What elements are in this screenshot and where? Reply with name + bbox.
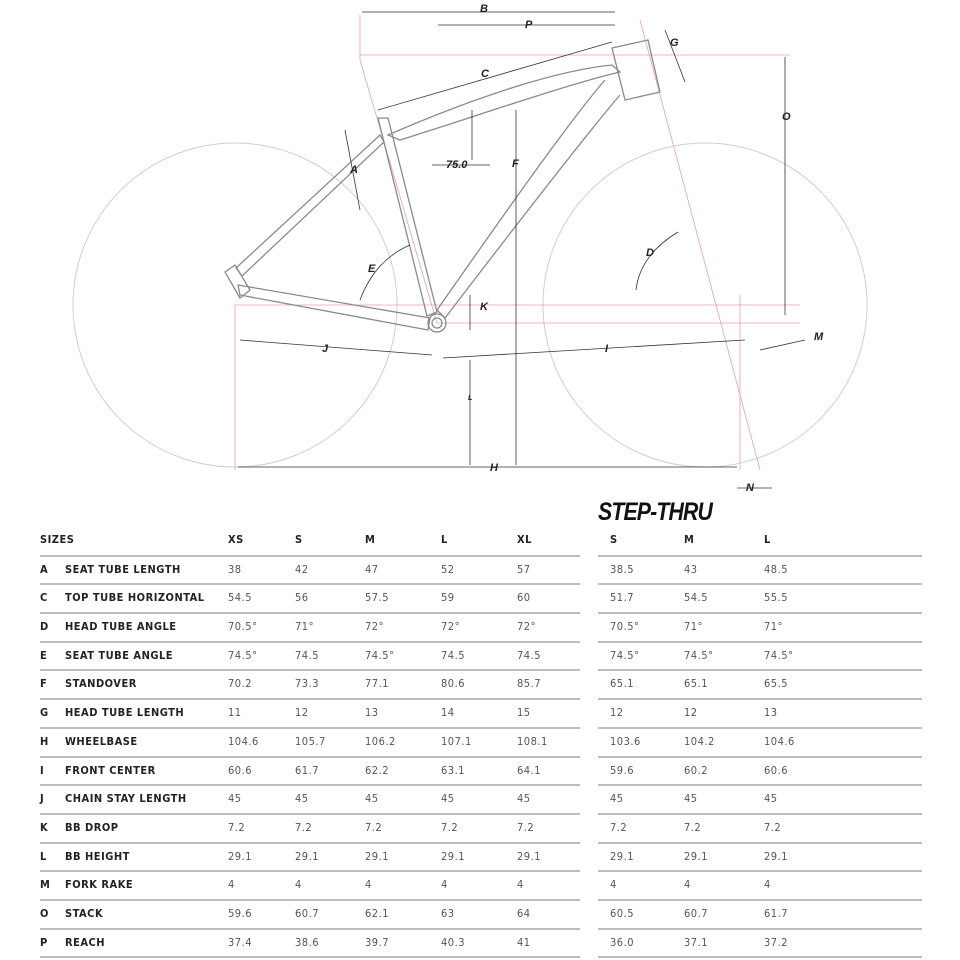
cell-value: 43 [684, 562, 698, 576]
cell-value: 55.5 [764, 591, 789, 605]
cell-value: 62.1 [365, 906, 390, 920]
cell-value: 15 [517, 706, 531, 720]
label-a: A [350, 164, 358, 176]
cell-value: 4 [228, 878, 235, 892]
table-row [40, 700, 580, 729]
cell-value: 4 [365, 878, 372, 892]
geometry-table-step-thru [598, 528, 922, 958]
cell-value: 29.1 [228, 849, 253, 863]
table-row [40, 786, 580, 815]
cell-value: 70.5° [610, 620, 640, 634]
cell-value: 59.6 [610, 763, 635, 777]
cell-value: 60.6 [228, 763, 253, 777]
cell-value: 72° [365, 620, 385, 634]
row-name: BB HEIGHT [65, 849, 130, 863]
row-name: STACK [65, 906, 104, 920]
label-j: J [322, 343, 329, 355]
table-header [598, 528, 922, 557]
size-header: S [610, 533, 618, 546]
geometry-table-main [40, 528, 580, 958]
cell-value: 41 [517, 935, 531, 949]
cell-value: 65.1 [684, 677, 709, 691]
cell-value: 106.2 [365, 734, 396, 748]
cell-value: 45 [365, 792, 379, 806]
cell-value: 107.1 [441, 734, 472, 748]
cell-value: 7.2 [228, 820, 246, 834]
cell-value: 103.6 [610, 734, 641, 748]
cell-value: 45 [684, 792, 698, 806]
table-row [598, 671, 922, 700]
cell-value: 70.5° [228, 620, 258, 634]
cell-value: 80.6 [441, 677, 466, 691]
cell-value: 29.1 [764, 849, 789, 863]
table-row [40, 614, 580, 643]
cell-value: 74.5° [764, 648, 794, 662]
label-l: L [468, 395, 473, 402]
row-name: SEAT TUBE LENGTH [65, 562, 181, 576]
cell-value: 63 [441, 906, 455, 920]
cell-value: 104.6 [228, 734, 259, 748]
row-name: HEAD TUBE ANGLE [65, 620, 177, 634]
row-name: SEAT TUBE ANGLE [65, 648, 174, 662]
cell-value: 61.7 [764, 906, 789, 920]
table-row [598, 585, 922, 614]
table-row [598, 700, 922, 729]
cell-value: 4 [295, 878, 302, 892]
label-e: E [368, 263, 376, 275]
cell-value: 71° [295, 620, 315, 634]
cell-value: 74.5 [441, 648, 466, 662]
table-row [40, 729, 580, 758]
row-letter: M [40, 878, 51, 892]
cell-value: 42 [295, 562, 309, 576]
cell-value: 7.2 [517, 820, 535, 834]
cell-value: 71° [764, 620, 784, 634]
cell-value: 45 [610, 792, 624, 806]
cell-value: 45 [228, 792, 242, 806]
label-i: I [605, 343, 609, 355]
cell-value: 74.5° [684, 648, 714, 662]
cell-value: 64 [517, 906, 531, 920]
cell-value: 56 [295, 591, 309, 605]
cell-value: 37.2 [764, 935, 789, 949]
cell-value: 29.1 [610, 849, 635, 863]
cell-value: 51.7 [610, 591, 635, 605]
cell-value: 7.2 [295, 820, 313, 834]
cell-value: 74.5° [365, 648, 395, 662]
cell-value: 77.1 [365, 677, 390, 691]
cell-value: 71° [684, 620, 704, 634]
cell-value: 60.2 [684, 763, 709, 777]
row-name: BB DROP [65, 820, 119, 834]
cell-value: 65.1 [610, 677, 635, 691]
sizes-header: SIZES [40, 533, 75, 546]
cell-value: 105.7 [295, 734, 326, 748]
cell-value: 72° [517, 620, 537, 634]
step-thru-title: STEP-THRU [598, 498, 712, 526]
cell-value: 13 [764, 706, 778, 720]
cell-value: 38 [228, 562, 242, 576]
table-row [598, 729, 922, 758]
cell-value: 7.2 [365, 820, 383, 834]
cell-value: 72° [441, 620, 461, 634]
row-letter: C [40, 591, 48, 605]
cell-value: 7.2 [684, 820, 702, 834]
cell-value: 59.6 [228, 906, 253, 920]
cell-value: 57 [517, 562, 531, 576]
cell-value: 65.5 [764, 677, 789, 691]
cell-value: 74.5 [517, 648, 542, 662]
label-d: D [646, 247, 654, 259]
cell-value: 52 [441, 562, 455, 576]
cell-value: 14 [441, 706, 455, 720]
table-row [598, 930, 922, 959]
table-row [40, 815, 580, 844]
cell-value: 7.2 [764, 820, 782, 834]
label-o: O [782, 111, 791, 123]
dimension-lines [235, 15, 800, 470]
row-letter: D [40, 620, 49, 634]
cell-value: 45 [441, 792, 455, 806]
table-row [40, 643, 580, 672]
table-row [40, 557, 580, 586]
measure-lines [238, 12, 805, 488]
cell-value: 45 [295, 792, 309, 806]
cell-value: 36.0 [610, 935, 635, 949]
cell-value: 12 [684, 706, 698, 720]
cell-value: 29.1 [441, 849, 466, 863]
cell-value: 29.1 [684, 849, 709, 863]
cell-value: 60.6 [764, 763, 789, 777]
row-name: REACH [65, 935, 106, 949]
table-row [40, 930, 580, 959]
row-letter: G [40, 706, 49, 720]
cell-value: 60.7 [684, 906, 709, 920]
cell-value: 29.1 [295, 849, 320, 863]
table-row [40, 872, 580, 901]
row-letter: E [40, 648, 48, 662]
cell-value: 38.6 [295, 935, 320, 949]
cell-value: 11 [228, 706, 242, 720]
row-letter: J [40, 792, 45, 806]
cell-value: 85.7 [517, 677, 542, 691]
row-name: CHAIN STAY LENGTH [65, 792, 187, 806]
cell-value: 7.2 [610, 820, 628, 834]
cell-value: 37.4 [228, 935, 253, 949]
table-row [598, 872, 922, 901]
cell-value: 39.7 [365, 935, 390, 949]
cell-value: 40.3 [441, 935, 466, 949]
cell-value: 54.5 [228, 591, 253, 605]
table-row [598, 557, 922, 586]
label-m: M [814, 331, 824, 343]
cell-value: 104.6 [764, 734, 795, 748]
label-g: G [670, 37, 679, 49]
cell-value: 48.5 [764, 562, 789, 576]
table-header [40, 528, 580, 557]
label-f: F [512, 158, 519, 170]
cell-value: 4 [684, 878, 691, 892]
row-name: STANDOVER [65, 677, 137, 691]
cell-value: 60 [517, 591, 531, 605]
cell-value: 70.2 [228, 677, 253, 691]
table-row [598, 758, 922, 787]
size-header: L [764, 533, 771, 546]
table-row [40, 758, 580, 787]
cell-value: 104.2 [684, 734, 715, 748]
cell-value: 74.5° [610, 648, 640, 662]
table-row [598, 844, 922, 873]
cell-value: 60.5 [610, 906, 635, 920]
cell-value: 37.1 [684, 935, 709, 949]
cell-value: 38.5 [610, 562, 635, 576]
row-name: TOP TUBE HORIZONTAL [65, 591, 205, 605]
label-h: H [490, 462, 498, 474]
row-letter: P [40, 935, 48, 949]
label-b: B [480, 3, 488, 15]
cell-value: 29.1 [517, 849, 542, 863]
row-letter: H [40, 734, 49, 748]
cell-value: 4 [764, 878, 771, 892]
table-row [40, 901, 580, 930]
cell-value: 108.1 [517, 734, 548, 748]
table-row [598, 786, 922, 815]
cell-value: 59 [441, 591, 455, 605]
label-c: C [481, 68, 489, 80]
cell-value: 74.5 [295, 648, 320, 662]
cell-value: 60.7 [295, 906, 320, 920]
size-header: XL [517, 533, 532, 546]
row-name: HEAD TUBE LENGTH [65, 706, 185, 720]
label-k: K [480, 301, 488, 313]
row-name: FRONT CENTER [65, 763, 156, 777]
row-letter: I [40, 763, 45, 777]
cell-value: 63.1 [441, 763, 466, 777]
table-row [40, 585, 580, 614]
cell-value: 61.7 [295, 763, 320, 777]
cell-value: 47 [365, 562, 379, 576]
cell-value: 73.3 [295, 677, 320, 691]
row-name: FORK RAKE [65, 878, 134, 892]
row-letter: K [40, 820, 49, 834]
cell-value: 64.1 [517, 763, 542, 777]
cell-value: 29.1 [365, 849, 390, 863]
table-row [40, 671, 580, 700]
table-row [598, 901, 922, 930]
cell-value: 7.2 [441, 820, 459, 834]
label-n: N [746, 482, 754, 494]
size-header: M [684, 533, 695, 546]
table-row [40, 844, 580, 873]
cell-value: 57.5 [365, 591, 390, 605]
cell-value: 4 [441, 878, 448, 892]
size-header: XS [228, 533, 244, 546]
cell-value: 12 [610, 706, 624, 720]
size-header: S [295, 533, 303, 546]
cell-value: 45 [517, 792, 531, 806]
cell-value: 62.2 [365, 763, 390, 777]
table-row [598, 815, 922, 844]
cell-value: 12 [295, 706, 309, 720]
cell-value: 74.5° [228, 648, 258, 662]
cell-value: 4 [517, 878, 524, 892]
row-letter: O [40, 906, 49, 920]
row-letter: F [40, 677, 48, 691]
label-p: P [525, 19, 533, 31]
cell-value: 13 [365, 706, 379, 720]
label-angle: 75.0 [446, 159, 468, 171]
cell-value: 54.5 [684, 591, 709, 605]
size-header: M [365, 533, 376, 546]
size-header: L [441, 533, 448, 546]
row-name: WHEELBASE [65, 734, 138, 748]
row-letter: A [40, 562, 49, 576]
table-row [598, 643, 922, 672]
row-letter: L [40, 849, 47, 863]
cell-value: 45 [764, 792, 778, 806]
table-row [598, 614, 922, 643]
cell-value: 4 [610, 878, 617, 892]
